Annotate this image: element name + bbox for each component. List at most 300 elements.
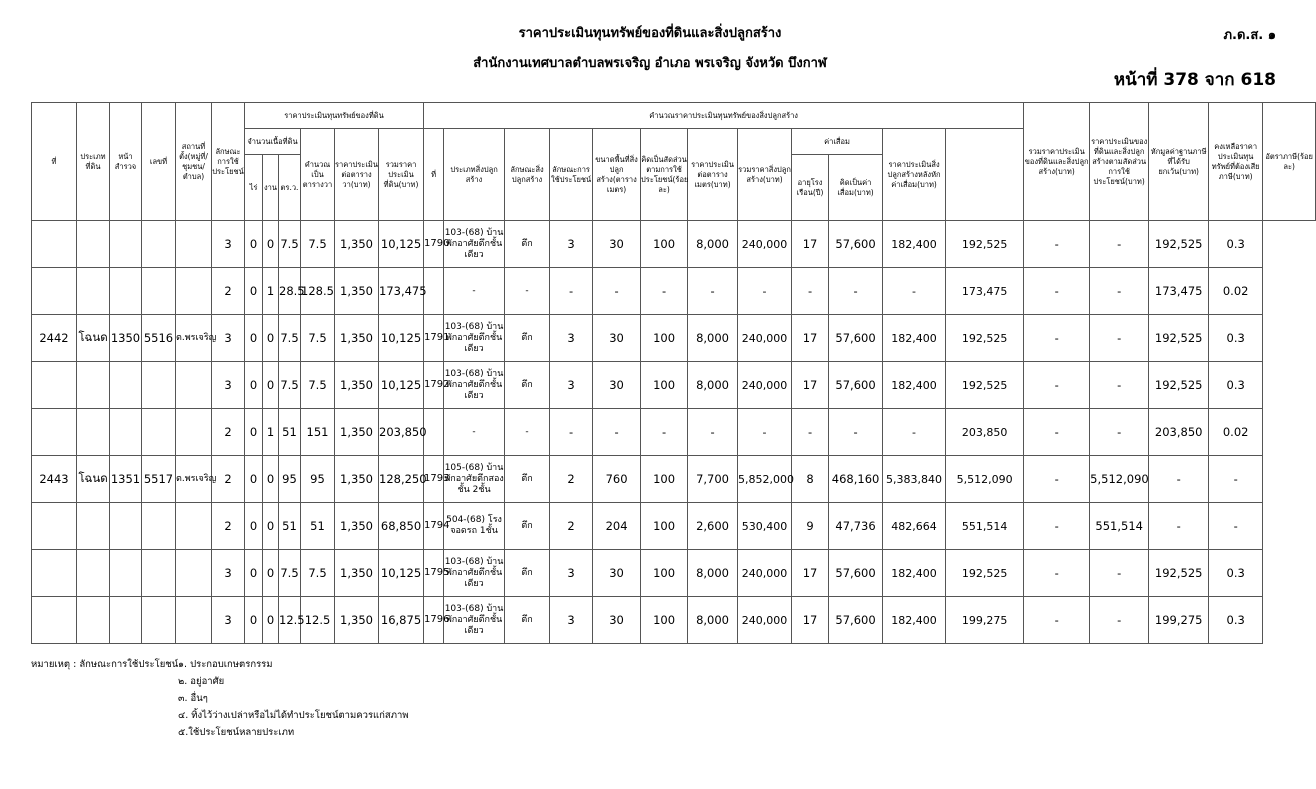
cell-use: 3 — [212, 597, 245, 644]
col-rai: ไร่ — [245, 155, 263, 221]
cell-tax-rate: - — [1209, 503, 1263, 550]
col-building-percent: คิดเป็นสัดส่วนตามการใช้ประโยชน์(ร้อยละ) — [641, 129, 688, 221]
table-row — [32, 221, 1316, 268]
cell-share: - — [1024, 503, 1090, 550]
cell-b-no: 1794 — [424, 503, 444, 550]
cell-b-use: 3 — [550, 221, 593, 268]
col-page: หน้าสำรวจ — [110, 103, 142, 221]
cell-price-per-wa: 1,350 — [335, 456, 379, 503]
cell-price-per-wa: 1,350 — [335, 268, 379, 315]
cell-b-use: 3 — [550, 315, 593, 362]
col-ngan: งาน — [263, 155, 279, 221]
table-body — [32, 221, 1316, 644]
cell-b-use: 3 — [550, 597, 593, 644]
cell-b-size: 30 — [593, 221, 641, 268]
cell-rai: 0 — [245, 409, 263, 456]
cell-tax-rate: 0.02 — [1209, 268, 1263, 315]
col-exemption: หักมูลค่าฐานภาษีที่ได้รับยกเว้น(บาท) — [1149, 103, 1209, 221]
cell-b-percent: 100 — [641, 550, 688, 597]
cell-calc-wa: 151 — [301, 409, 335, 456]
cell-wa: 7.5 — [279, 550, 301, 597]
cell-dep-age: - — [792, 409, 829, 456]
cell-number: 5517 — [142, 456, 176, 503]
cell-b-percent: 100 — [641, 221, 688, 268]
cell-b-kind: ตึก — [505, 597, 550, 644]
cell-land-total: 10,125 — [379, 362, 424, 409]
cell-wa: 95 — [279, 456, 301, 503]
col-grand-total: รวมราคาประเมินของที่ดินและสิ่งปลูกสร้าง(บาท) — [1024, 103, 1090, 221]
cell-b-percent: 100 — [641, 456, 688, 503]
cell-b-price-m: 8,000 — [688, 221, 738, 268]
cell-page — [110, 550, 142, 597]
col-building-no: ที่ — [424, 129, 444, 221]
cell-page — [110, 503, 142, 550]
cell-tax-rate: 0.3 — [1209, 362, 1263, 409]
office-subtitle: สำนักงานเทศบาลตำบลพรเจริญ อำเภอ พรเจริญ จังหวัด บึงกาฬ — [473, 56, 827, 71]
cell-dep-amount: 468,160 — [829, 456, 883, 503]
cell-exemption: - — [1090, 268, 1149, 315]
col-building-use: ลักษณะการใช้ประโยชน์ — [550, 129, 593, 221]
cell-calc-wa: 7.5 — [301, 362, 335, 409]
cell-price-per-wa: 1,350 — [335, 315, 379, 362]
table-row — [32, 409, 1316, 456]
cell-b-after: 182,400 — [883, 597, 946, 644]
cell-location: ต.พรเจริญ — [176, 315, 212, 362]
document-title: ราคาประเมินทุนทรัพย์ของที่ดินและสิ่งปลูกสร้าง — [518, 26, 782, 41]
cell-exemption: - — [1090, 597, 1149, 644]
cell-ngan: 0 — [263, 221, 279, 268]
cell-b-size: - — [593, 409, 641, 456]
cell-land-total: 128,250 — [379, 456, 424, 503]
col-calc-wa: คำนวณเป็นตารางวา — [301, 129, 335, 221]
cell-tax-rate: - — [1209, 456, 1263, 503]
cell-page: 1350 — [110, 315, 142, 362]
cell-use: 2 — [212, 409, 245, 456]
cell-land-total: 203,850 — [379, 409, 424, 456]
cell-location — [176, 597, 212, 644]
cell-b-use: 2 — [550, 456, 593, 503]
cell-b-size: 30 — [593, 550, 641, 597]
cell-b-use: 3 — [550, 362, 593, 409]
cell-dep-age: 8 — [792, 456, 829, 503]
cell-ngan: 0 — [263, 597, 279, 644]
cell-number — [142, 503, 176, 550]
cell-remaining: 173,475 — [1149, 268, 1209, 315]
col-land-total: รวมราคาประเมินที่ดิน(บาท) — [379, 129, 424, 221]
cell-b-after: 5,383,840 — [883, 456, 946, 503]
cell-rai: 0 — [245, 221, 263, 268]
cell-b-type: 103-(68) บ้านพักอาศัยตึกชั้นเดียว — [444, 315, 505, 362]
cell-b-size: 204 — [593, 503, 641, 550]
cell-b-price-m: 8,000 — [688, 362, 738, 409]
cell-b-type: - — [444, 409, 505, 456]
col-no: ที่ — [32, 103, 77, 221]
cell-ngan: 0 — [263, 362, 279, 409]
notes — [31, 656, 409, 738]
cell-location — [176, 268, 212, 315]
cell-no — [32, 409, 77, 456]
cell-b-total: 240,000 — [738, 221, 792, 268]
cell-b-after: 182,400 — [883, 550, 946, 597]
cell-calc-wa: 7.5 — [301, 221, 335, 268]
cell-dep-age: 17 — [792, 315, 829, 362]
cell-b-no: 1793 — [424, 456, 444, 503]
cell-land-type — [77, 221, 110, 268]
cell-page — [110, 409, 142, 456]
cell-share: - — [1024, 456, 1090, 503]
col-building-price-m: ราคาประเมินต่อตารางเมตร(บาท) — [688, 129, 738, 221]
cell-b-kind: - — [505, 268, 550, 315]
cell-calc-wa: 12.5 — [301, 597, 335, 644]
group-depreciation: ค่าเสื่อม — [792, 129, 883, 155]
form-code: ภ.ด.ส. ๑ — [1223, 28, 1276, 43]
cell-land-total: 68,850 — [379, 503, 424, 550]
cell-no — [32, 597, 77, 644]
cell-use: 3 — [212, 550, 245, 597]
cell-number — [142, 597, 176, 644]
cell-wa: 7.5 — [279, 362, 301, 409]
cell-tax-rate: 0.3 — [1209, 315, 1263, 362]
cell-calc-wa: 95 — [301, 456, 335, 503]
col-use: ลักษณะการใช้ประโยชน์ — [212, 103, 245, 221]
cell-b-total: 5,852,000 — [738, 456, 792, 503]
cell-wa: 51 — [279, 503, 301, 550]
table-row — [32, 503, 1316, 550]
cell-b-no: 1792 — [424, 362, 444, 409]
cell-dep-age: 17 — [792, 362, 829, 409]
cell-number — [142, 550, 176, 597]
cell-land-type — [77, 550, 110, 597]
col-dep-amount: คิดเป็นค่าเสื่อม(บาท) — [829, 155, 883, 221]
col-price-per-wa: ราคาประเมินต่อตารางวา(บาท) — [335, 129, 379, 221]
cell-wa: 7.5 — [279, 221, 301, 268]
cell-dep-age: - — [792, 268, 829, 315]
cell-dep-amount: 57,600 — [829, 315, 883, 362]
cell-land-total: 10,125 — [379, 221, 424, 268]
cell-b-kind: ตึก — [505, 503, 550, 550]
cell-use: 2 — [212, 456, 245, 503]
cell-price-per-wa: 1,350 — [335, 362, 379, 409]
cell-b-total: 240,000 — [738, 315, 792, 362]
cell-share: - — [1024, 221, 1090, 268]
cell-tax-rate: 0.3 — [1209, 221, 1263, 268]
cell-b-kind: ตึก — [505, 315, 550, 362]
cell-share: - — [1024, 597, 1090, 644]
cell-land-total: 10,125 — [379, 315, 424, 362]
cell-rai: 0 — [245, 268, 263, 315]
cell-exemption: 5,512,090 — [1090, 456, 1149, 503]
cell-land-type — [77, 362, 110, 409]
cell-b-type: 103-(68) บ้านพักอาศัยตึกชั้นเดียว — [444, 221, 505, 268]
cell-b-after: 482,664 — [883, 503, 946, 550]
cell-wa: 12.5 — [279, 597, 301, 644]
cell-land-type — [77, 503, 110, 550]
cell-dep-amount: 57,600 — [829, 221, 883, 268]
cell-share: - — [1024, 268, 1090, 315]
cell-location — [176, 550, 212, 597]
cell-grand-total: 173,475 — [946, 268, 1024, 315]
cell-b-price-m: 7,700 — [688, 456, 738, 503]
cell-remaining: 192,525 — [1149, 221, 1209, 268]
cell-tax-rate: 0.3 — [1209, 550, 1263, 597]
assessment-table — [31, 102, 1316, 644]
cell-location — [176, 409, 212, 456]
cell-ngan: 0 — [263, 550, 279, 597]
cell-b-kind: ตึก — [505, 221, 550, 268]
cell-exemption: - — [1090, 409, 1149, 456]
cell-dep-amount: 57,600 — [829, 597, 883, 644]
cell-wa: 28.5 — [279, 268, 301, 315]
cell-grand-total: 199,275 — [946, 597, 1024, 644]
cell-share: - — [1024, 362, 1090, 409]
cell-b-type: - — [444, 268, 505, 315]
cell-b-price-m: 8,000 — [688, 550, 738, 597]
cell-b-total: 240,000 — [738, 597, 792, 644]
cell-use: 3 — [212, 315, 245, 362]
cell-b-use: - — [550, 409, 593, 456]
note-item: ๒. อยู่อาศัย — [178, 676, 225, 687]
cell-no — [32, 221, 77, 268]
cell-rai: 0 — [245, 550, 263, 597]
cell-price-per-wa: 1,350 — [335, 221, 379, 268]
cell-dep-amount: - — [829, 409, 883, 456]
cell-land-type — [77, 409, 110, 456]
cell-b-kind: ตึก — [505, 362, 550, 409]
table-row — [32, 268, 1316, 315]
cell-share: - — [1024, 550, 1090, 597]
cell-calc-wa: 7.5 — [301, 315, 335, 362]
cell-b-total: - — [738, 409, 792, 456]
cell-tax-rate: 0.3 — [1209, 597, 1263, 644]
col-wa: ตร.ว. — [279, 155, 301, 221]
cell-land-total: 173,475 — [379, 268, 424, 315]
group-land-area: จำนวนเนื้อที่ดิน — [245, 129, 301, 155]
cell-b-after: - — [883, 268, 946, 315]
cell-dep-age: 17 — [792, 221, 829, 268]
table-row — [32, 315, 1316, 362]
cell-b-price-m: 8,000 — [688, 597, 738, 644]
group-building-assessment: คำนวณราคาประเมินทุนทรัพย์ของสิ่งปลูกสร้าง — [424, 103, 1024, 129]
cell-rai: 0 — [245, 315, 263, 362]
cell-land-type — [77, 597, 110, 644]
cell-b-after: - — [883, 409, 946, 456]
cell-b-no: 1795 — [424, 550, 444, 597]
cell-b-percent: 100 — [641, 503, 688, 550]
cell-grand-total: 551,514 — [946, 503, 1024, 550]
cell-dep-age: 17 — [792, 550, 829, 597]
cell-land-total: 16,875 — [379, 597, 424, 644]
cell-wa: 7.5 — [279, 315, 301, 362]
cell-b-total: - — [738, 268, 792, 315]
cell-use: 2 — [212, 503, 245, 550]
cell-b-total: 240,000 — [738, 362, 792, 409]
note-item: ๔. ทิ้งไว้ว่างเปล่าหรือไม่ได้ทำประโยชน์ตามควรแก่สภาพ — [178, 710, 409, 721]
cell-b-size: 760 — [593, 456, 641, 503]
cell-location — [176, 362, 212, 409]
cell-page — [110, 362, 142, 409]
col-building-total: รวมราคาสิ่งปลูกสร้าง(บาท) — [738, 129, 792, 221]
cell-b-no: 1790 — [424, 221, 444, 268]
cell-use: 2 — [212, 268, 245, 315]
page-number: หน้าที่ 378 จาก 618 — [1113, 70, 1276, 90]
cell-b-size: - — [593, 268, 641, 315]
note-item: ๕.ใช้ประโยชน์หลายประเภท — [178, 727, 295, 738]
cell-share: - — [1024, 409, 1090, 456]
col-number: เลขที่ — [142, 103, 176, 221]
cell-remaining: 192,525 — [1149, 550, 1209, 597]
table-row — [32, 362, 1316, 409]
cell-dep-amount: - — [829, 268, 883, 315]
cell-no — [32, 362, 77, 409]
cell-no — [32, 503, 77, 550]
col-location: สถานที่ตั้ง(หมู่ที่/ชุมชน/ตำบล) — [176, 103, 212, 221]
table-row — [32, 597, 1316, 644]
group-land-assessment: ราคาประเมินทุนทรัพย์ของที่ดิน — [245, 103, 424, 129]
cell-b-kind: ตึก — [505, 550, 550, 597]
cell-remaining: - — [1149, 456, 1209, 503]
cell-grand-total: 192,525 — [946, 315, 1024, 362]
cell-b-price-m: - — [688, 268, 738, 315]
cell-no: 2442 — [32, 315, 77, 362]
cell-page — [110, 597, 142, 644]
cell-grand-total: 203,850 — [946, 409, 1024, 456]
notes-label: หมายเหตุ : ลักษณะการใช้ประโยชน์ — [31, 659, 179, 670]
cell-exemption: - — [1090, 221, 1149, 268]
col-land-type: ประเภทที่ดิน — [77, 103, 110, 221]
cell-page — [110, 268, 142, 315]
cell-remaining: 192,525 — [1149, 362, 1209, 409]
cell-dep-age: 9 — [792, 503, 829, 550]
cell-remaining: 192,525 — [1149, 315, 1209, 362]
cell-b-size: 30 — [593, 362, 641, 409]
table-header — [32, 103, 1316, 221]
cell-b-after: 182,400 — [883, 315, 946, 362]
cell-location: ต.พรเจริญ — [176, 456, 212, 503]
cell-b-percent: 100 — [641, 362, 688, 409]
cell-ngan: 1 — [263, 268, 279, 315]
cell-b-use: 2 — [550, 503, 593, 550]
cell-no — [32, 268, 77, 315]
cell-b-price-m: 8,000 — [688, 315, 738, 362]
cell-exemption: - — [1090, 550, 1149, 597]
cell-b-size: 30 — [593, 315, 641, 362]
cell-use: 3 — [212, 221, 245, 268]
col-building-after-dep: ราคาประเมินสิ่งปลูกสร้างหลังหักค่าเสื่อม(บาท) — [883, 129, 946, 221]
cell-grand-total: 192,525 — [946, 550, 1024, 597]
cell-ngan: 0 — [263, 503, 279, 550]
cell-b-type: 103-(68) บ้านพักอาศัยตึกชั้นเดียว — [444, 550, 505, 597]
note-item: ๑. ประกอบเกษตรกรรม — [178, 659, 273, 670]
cell-dep-amount: 57,600 — [829, 362, 883, 409]
cell-b-type: 105-(68) บ้านพักอาศัยตึกสองชั้น 2ชั้น — [444, 456, 505, 503]
table-row — [32, 456, 1316, 503]
cell-grand-total: 192,525 — [946, 362, 1024, 409]
cell-b-use: 3 — [550, 550, 593, 597]
cell-b-kind: ตึก — [505, 456, 550, 503]
cell-price-per-wa: 1,350 — [335, 597, 379, 644]
cell-rai: 0 — [245, 503, 263, 550]
cell-b-after: 182,400 — [883, 221, 946, 268]
cell-ngan: 1 — [263, 409, 279, 456]
col-tax-rate: อัตราภาษี(ร้อยละ) — [1263, 103, 1316, 221]
col-share: ราคาประเมินของที่ดินและสิ่งปลูกสร้างตามสัดส่วนการใช้ประโยชน์(บาท) — [1090, 103, 1149, 221]
cell-land-type: โฉนด — [77, 456, 110, 503]
cell-b-price-m: 2,600 — [688, 503, 738, 550]
cell-use: 3 — [212, 362, 245, 409]
cell-location — [176, 503, 212, 550]
cell-b-type: 103-(68) บ้านพักอาศัยตึกชั้นเดียว — [444, 597, 505, 644]
cell-number — [142, 409, 176, 456]
cell-b-total: 240,000 — [738, 550, 792, 597]
cell-b-kind: - — [505, 409, 550, 456]
cell-b-no: 1796 — [424, 597, 444, 644]
cell-number: 5516 — [142, 315, 176, 362]
cell-b-total: 530,400 — [738, 503, 792, 550]
cell-tax-rate: 0.02 — [1209, 409, 1263, 456]
cell-remaining: - — [1149, 503, 1209, 550]
cell-b-type: 504-(68) โรงจอดรถ 1ชั้น — [444, 503, 505, 550]
cell-b-percent: 100 — [641, 597, 688, 644]
cell-b-use: - — [550, 268, 593, 315]
cell-rai: 0 — [245, 456, 263, 503]
cell-no — [32, 550, 77, 597]
cell-b-type: 103-(68) บ้านพักอาศัยตึกชั้นเดียว — [444, 362, 505, 409]
cell-exemption: 551,514 — [1090, 503, 1149, 550]
cell-location — [176, 221, 212, 268]
cell-wa: 51 — [279, 409, 301, 456]
cell-remaining: 199,275 — [1149, 597, 1209, 644]
col-building-size: ขนาดพื้นที่สิ่งปลูกสร้าง(ตารางเมตร) — [593, 129, 641, 221]
cell-b-size: 30 — [593, 597, 641, 644]
cell-number — [142, 221, 176, 268]
cell-b-after: 182,400 — [883, 362, 946, 409]
cell-rai: 0 — [245, 362, 263, 409]
cell-land-type: โฉนด — [77, 315, 110, 362]
cell-b-percent: 100 — [641, 315, 688, 362]
cell-land-total: 10,125 — [379, 550, 424, 597]
cell-price-per-wa: 1,350 — [335, 550, 379, 597]
cell-page: 1351 — [110, 456, 142, 503]
cell-b-price-m: - — [688, 409, 738, 456]
cell-ngan: 0 — [263, 315, 279, 362]
col-dep-age: อายุโรงเรือน(ปี) — [792, 155, 829, 221]
col-building-type: ประเภทสิ่งปลูกสร้าง — [444, 129, 505, 221]
cell-grand-total: 5,512,090 — [946, 456, 1024, 503]
cell-remaining: 203,850 — [1149, 409, 1209, 456]
cell-grand-total: 192,525 — [946, 221, 1024, 268]
cell-price-per-wa: 1,350 — [335, 409, 379, 456]
cell-dep-age: 17 — [792, 597, 829, 644]
cell-exemption: - — [1090, 315, 1149, 362]
cell-calc-wa: 7.5 — [301, 550, 335, 597]
col-building-kind: ลักษณะสิ่งปลูกสร้าง — [505, 129, 550, 221]
cell-dep-amount: 57,600 — [829, 550, 883, 597]
cell-calc-wa: 51 — [301, 503, 335, 550]
cell-page — [110, 221, 142, 268]
cell-rai: 0 — [245, 597, 263, 644]
cell-ngan: 0 — [263, 456, 279, 503]
cell-land-type — [77, 268, 110, 315]
cell-share: - — [1024, 315, 1090, 362]
cell-number — [142, 268, 176, 315]
cell-b-percent: - — [641, 268, 688, 315]
cell-number — [142, 362, 176, 409]
note-item: ๓. อื่นๆ — [178, 693, 208, 704]
table-row — [32, 550, 1316, 597]
cell-dep-amount: 47,736 — [829, 503, 883, 550]
cell-exemption: - — [1090, 362, 1149, 409]
cell-calc-wa: 128.5 — [301, 268, 335, 315]
